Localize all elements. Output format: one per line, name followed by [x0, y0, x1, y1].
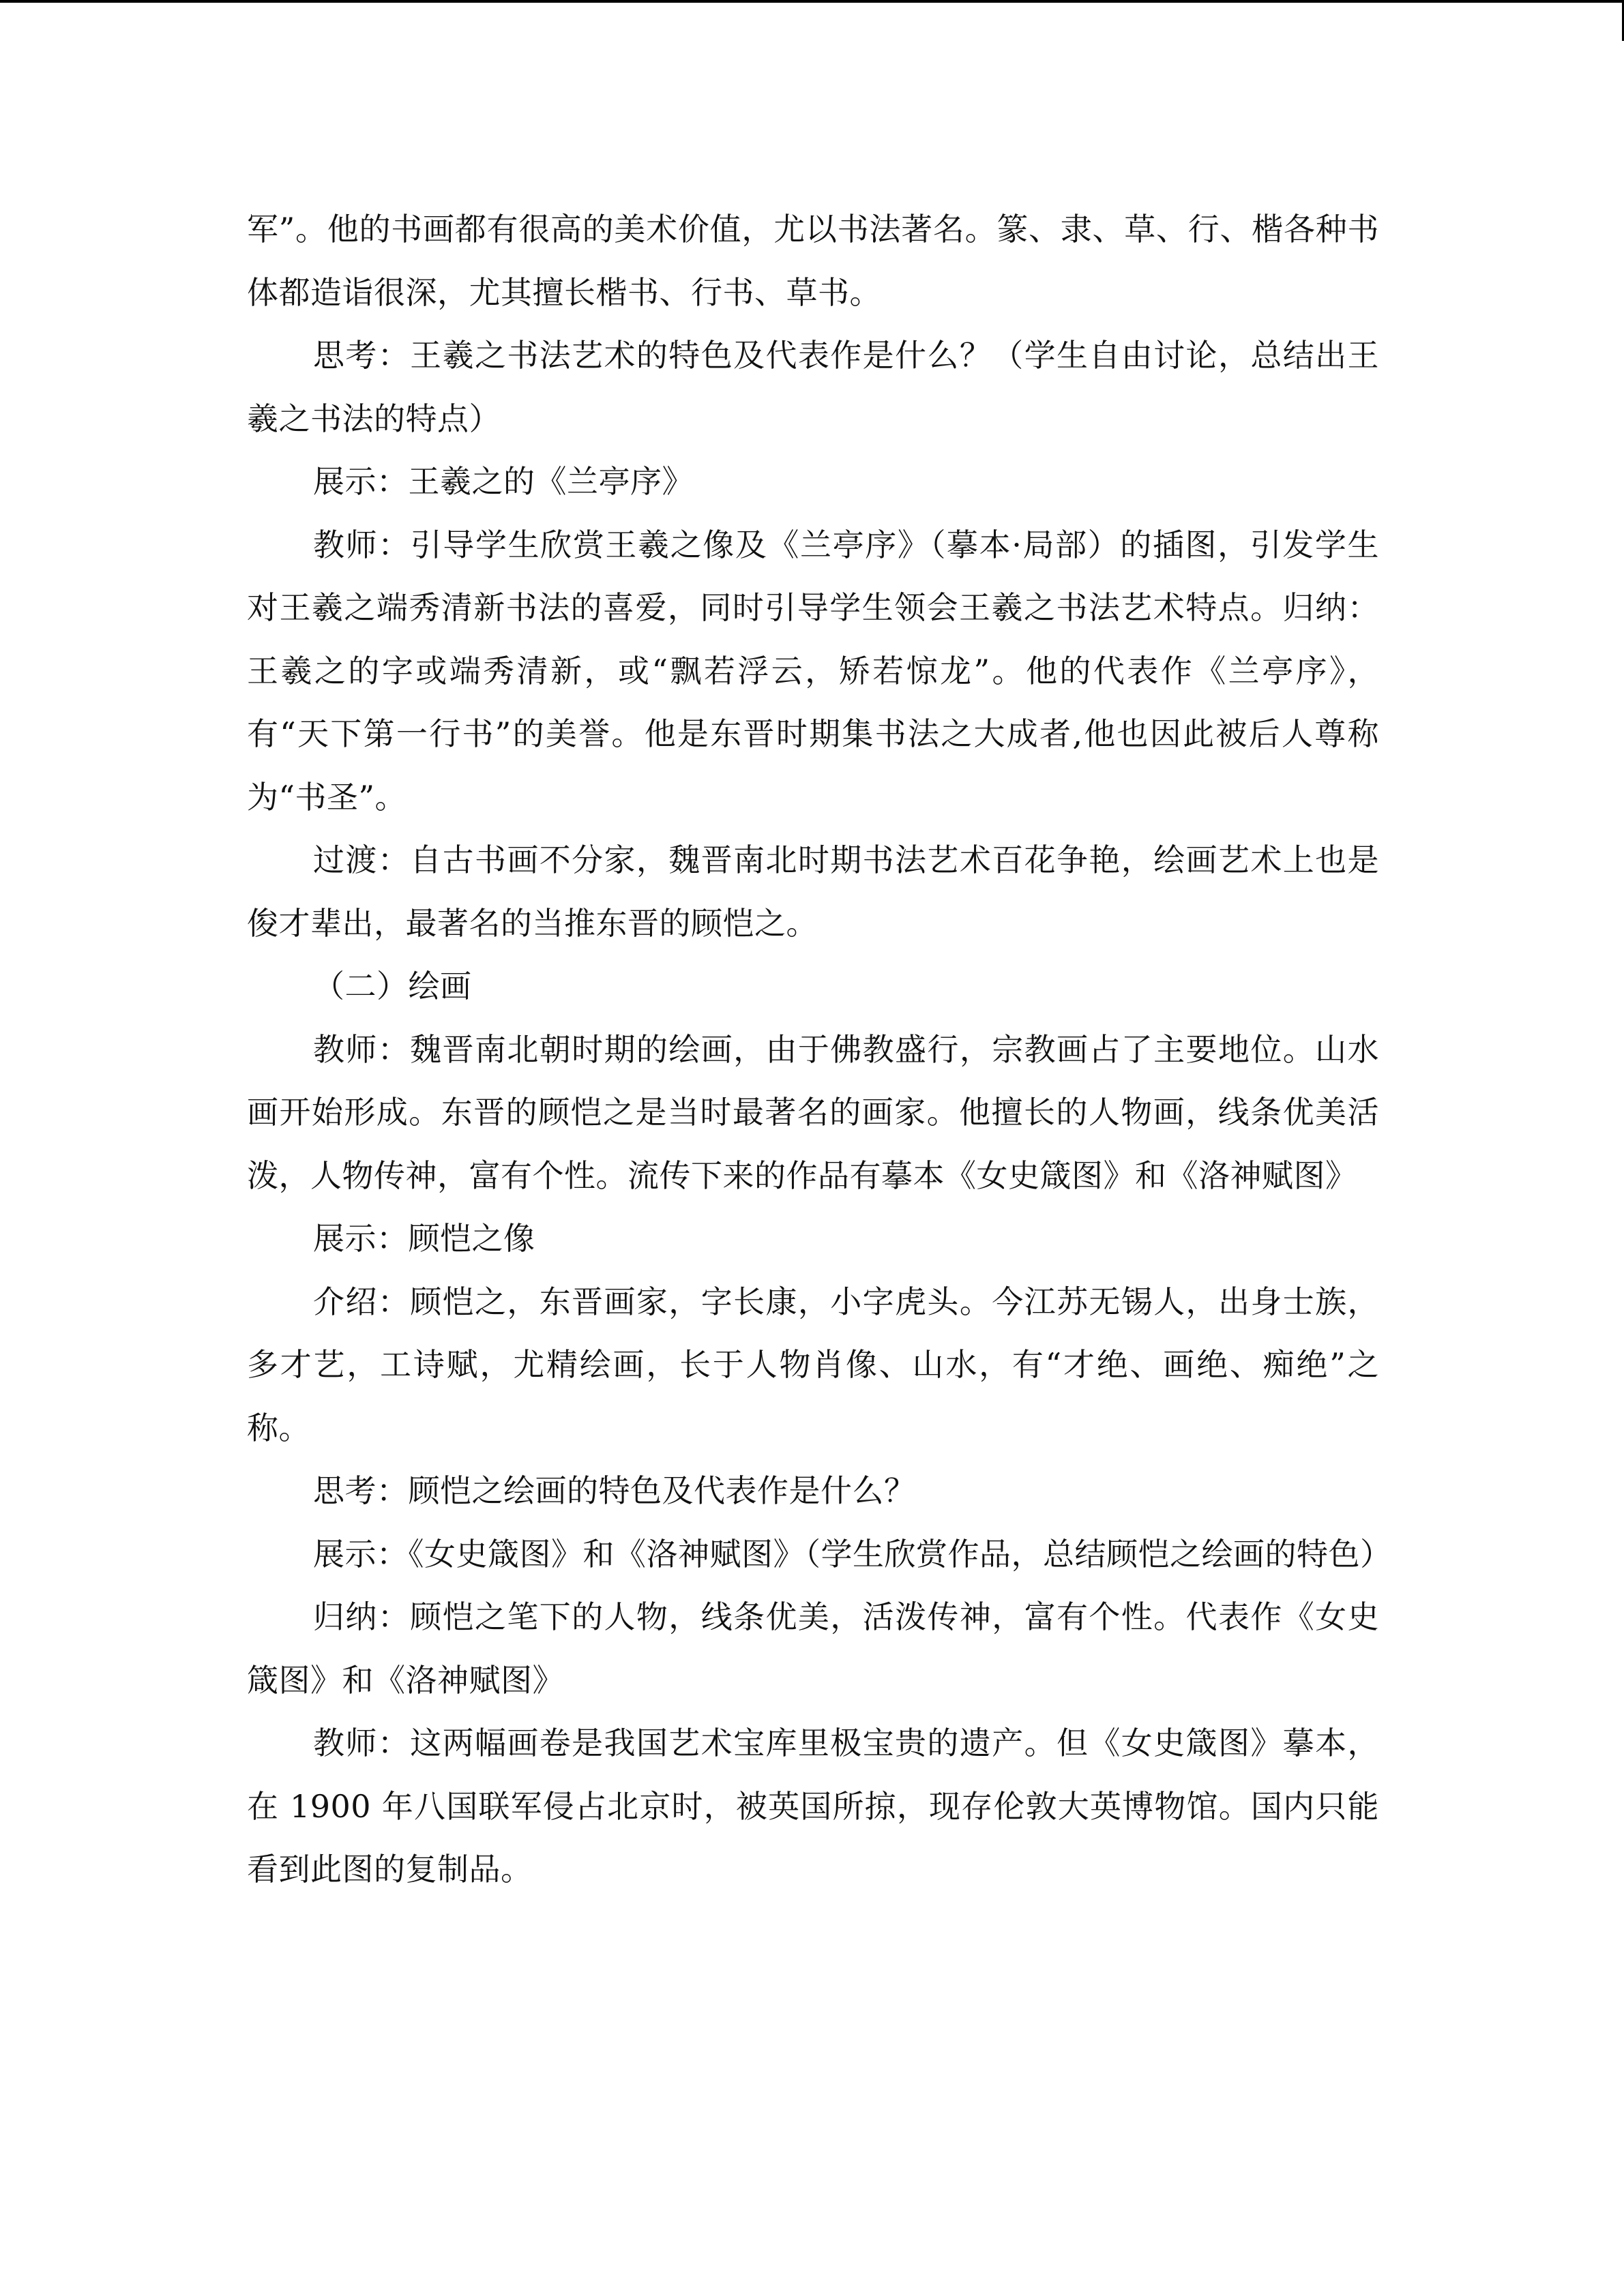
paragraph-teacher-calligraphy: 教师：引导学生欣赏王羲之像及《兰亭序》（摹本·局部）的插图，引发学生对王羲之端秀清新书法的喜爱，同时引导学生领会王羲之书法艺术特点。归纳：王羲之的字或端秀清新，或“飘若浮云，矫若惊龙”。他的代表作《兰亭序》，有“天下第一行书”的美誉。他是东晋时期集书法之大成者,他也因此被后人尊称为“书圣”。 — [247, 526, 1379, 816]
paragraph-teacher-painting: 教师：魏晋南北朝时期的绘画，由于佛教盛行，宗教画占了主要地位。山水画开始形成。东晋的顾恺之是当时最著名的画家。他擅长的人物画，线条优美活泼，人物传神，富有个性。流传下来的作品有摹本《女史箴图》和《洛神赋图》 — [247, 1030, 1379, 1194]
paragraph-summary-painting: 归纳：顾恺之笔下的人物，线条优美，活泼传神，富有个性。代表作《女史箴图》和《洛神赋图》 — [247, 1598, 1379, 1699]
paragraph-think-painting: 思考：顾恺之绘画的特色及代表作是什么？ — [313, 1472, 916, 1509]
document-body — [247, 198, 1392, 1901]
paragraph-show-lantingxu: 展示：王羲之的《兰亭序》 — [313, 463, 694, 500]
paragraph-think-calligraphy: 思考：王羲之书法艺术的特色及代表作是什么？（学生自由讨论，总结出王羲之书法的特点） — [247, 337, 1379, 437]
paragraph-transition: 过渡：自古书画不分家，魏晋南北时期书法艺术百花争艳，绘画艺术上也是俊才辈出，最著名的当推东晋的顾恺之。 — [247, 841, 1379, 942]
section-heading-painting: （二）绘画 — [313, 968, 472, 1004]
paragraph-intro-gu-kaizhi: 介绍：顾恺之，东晋画家，字长康，小字虎头。今江苏无锡人，出身士族，多才艺，工诗赋，尤精绘画，长于人物肖像、山水，有“才绝、画绝、痴绝”之称。 — [247, 1283, 1379, 1446]
paragraph-show-paintings: 展示：《女史箴图》和《洛神赋图》（学生欣赏作品，总结顾恺之绘画的特色） — [313, 1535, 1392, 1572]
paragraph-show-gu-kaizhi: 展示：顾恺之像 — [313, 1220, 535, 1257]
paragraph-calligraphy-intro: 军”。他的书画都有很高的美术价值，尤以书法著名。篆、隶、草、行、楷各种书体都造诣很深，尤其擅长楷书、行书、草书。 — [247, 211, 1379, 311]
page-top-border — [0, 0, 1624, 3]
paragraph-teacher-heritage: 教师：这两幅画卷是我国艺术宝库里极宝贵的遗产。但《女史箴图》摹本，在 1900 年八国联军侵占北京时，被英国所掠，现存伦敦大英博物馆。国内只能看到此图的复制品。 — [247, 1725, 1379, 1888]
